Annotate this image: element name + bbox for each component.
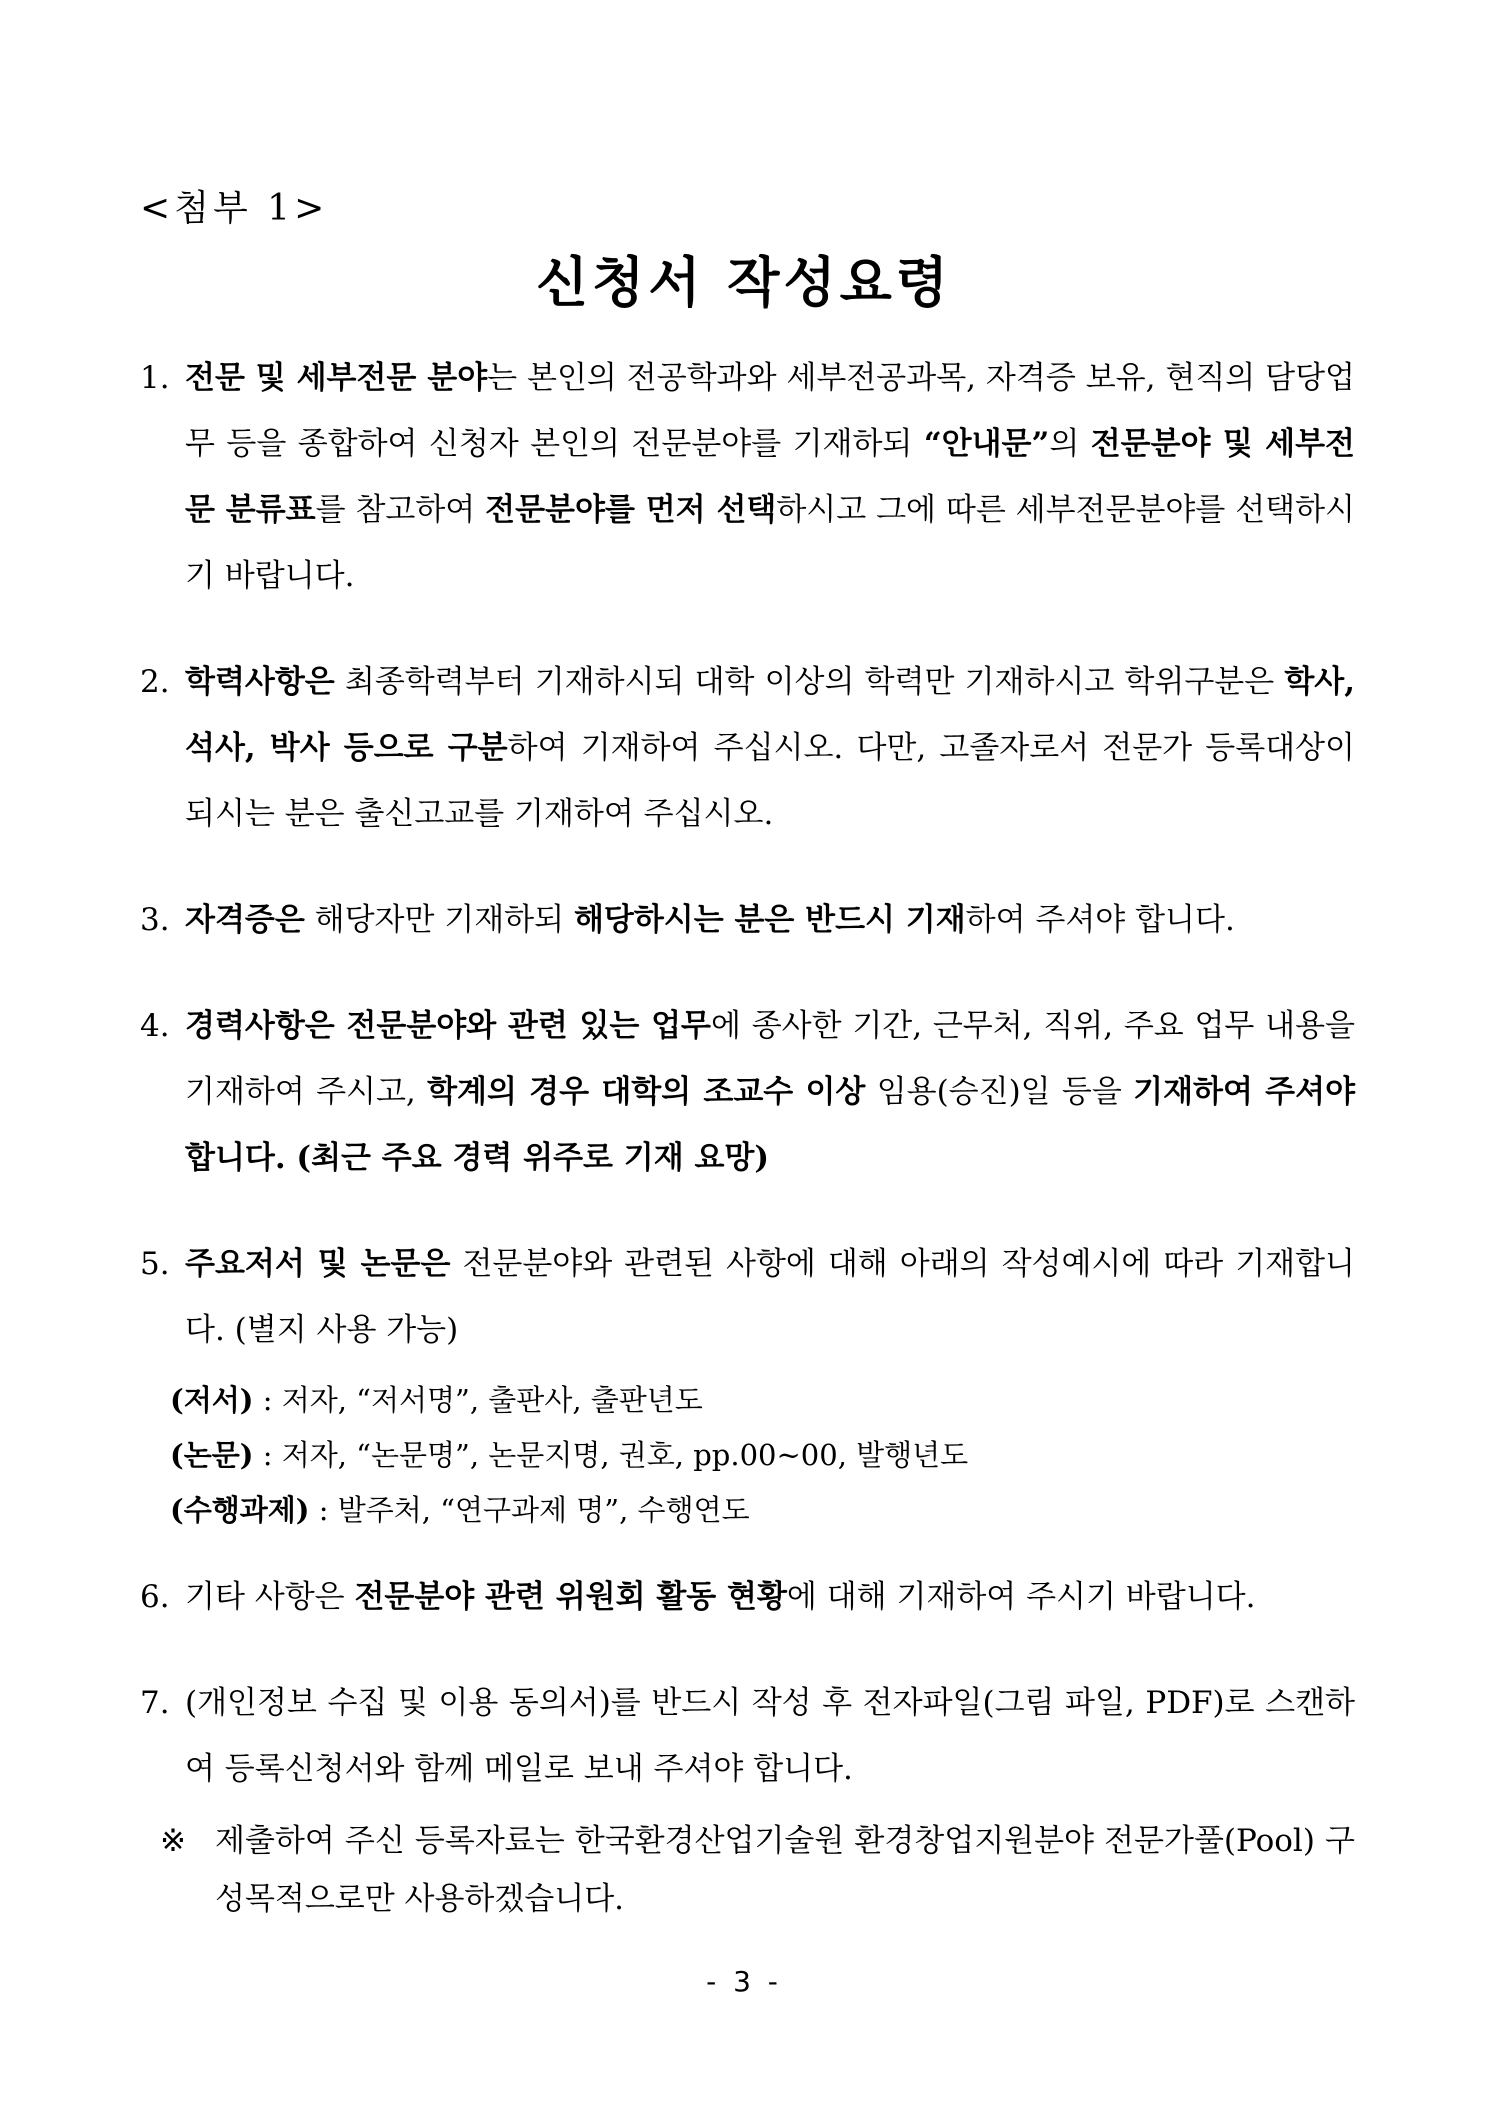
body-text: 기타 사항은 <box>185 1579 355 1615</box>
item-text <box>185 1231 1355 1363</box>
body-text: 하여 주셔야 합니다. <box>965 902 1235 938</box>
item-number: 3. <box>140 902 170 938</box>
item-text <box>185 345 1355 609</box>
instruction-item <box>140 1231 1355 1363</box>
item-number: 5. <box>140 1246 170 1282</box>
instruction-item <box>140 345 1355 609</box>
body-text: 하시고 그에 따른 세부전문분야를 선택하시기 바랍니다. <box>185 492 1355 594</box>
item-text <box>185 649 1355 847</box>
item-text <box>185 1564 1355 1630</box>
instruction-list <box>140 345 1355 1928</box>
footnote-text: 제출하여 주신 등록자료는 한국환경산업기술원 환경창업지원분야 전문가풀(Pool) 구성목적으로만 사용하겠습니다. <box>215 1823 1355 1917</box>
body-text: (개인정보 수집 및 이용 동의서)를 반드시 작성 후 전자파일(그림 파일, PDF)로 스캔하여 등록신청서와 함께 메일로 보내 주셔야 합니다. <box>185 1685 1355 1787</box>
emphasis-text: 전문분야를 먼저 선택 <box>485 492 777 528</box>
example-text: : 발주처, “연구과제 명”, 수행연도 <box>309 1493 750 1527</box>
emphasis-text: 해당하시는 분은 반드시 기재 <box>573 902 966 938</box>
body-text: 임용(승진)일 등을 <box>865 1074 1134 1110</box>
emphasis-text: 전문분야 관련 위원회 활동 현황 <box>354 1579 787 1615</box>
example-text: : 저자, “논문명”, 논문지명, 권호, pp.00~00, 발행년도 <box>253 1438 969 1472</box>
emphasis-text: “안내문” <box>923 426 1050 462</box>
example-line <box>170 1428 1355 1483</box>
page-number: - 3 - <box>706 1965 782 1998</box>
instruction-item <box>140 887 1355 953</box>
item-number: 6. <box>140 1579 170 1615</box>
item-number: 7. <box>140 1685 170 1721</box>
example-label: (저서) <box>170 1383 254 1417</box>
instruction-item <box>140 993 1355 1191</box>
emphasis-text: 자격증은 <box>185 902 305 938</box>
emphasis-text: 전문분야 및 세부전문 분류표 <box>185 426 1355 528</box>
reference-mark-icon: ※ <box>160 1823 186 1859</box>
example-line <box>170 1483 1355 1538</box>
emphasis-text: 학력사항은 <box>185 664 335 700</box>
item-text <box>185 993 1355 1191</box>
body-text: 최종학력부터 기재하시되 대학 이상의 학력만 기재하시고 학위구분은 <box>334 664 1285 700</box>
emphasis-text: 학계의 경우 대학의 조교수 이상 <box>427 1074 866 1110</box>
body-text: 해당자만 기재하되 <box>304 902 574 938</box>
emphasis-text: 학사, 석사, 박사 등으로 구분 <box>185 664 1355 766</box>
emphasis-text: 경력사항은 전문분야와 관련 있는 업무 <box>185 1008 711 1044</box>
emphasis-text: 기재하여 주셔야 합니다. (최근 주요 경력 위주로 기재 요망) <box>185 1074 1356 1176</box>
emphasis-text: 전문 및 세부전문 분야 <box>185 360 488 396</box>
instruction-item <box>140 1564 1355 1630</box>
body-text: 의 <box>1049 426 1091 462</box>
example-line <box>170 1373 1355 1428</box>
item-text <box>185 887 1355 953</box>
example-text: : 저자, “저서명”, 출판사, 출판년도 <box>253 1383 703 1417</box>
body-text: 에 대해 기재하여 주시기 바랍니다. <box>786 1579 1256 1615</box>
body-text: 전문분야와 관련된 사항에 대해 아래의 작성예시에 따라 기재합니다. (별지 사용 가능) <box>185 1246 1355 1348</box>
instruction-item <box>140 1670 1355 1802</box>
page-title: 신청서 작성요령 <box>536 251 952 314</box>
item-number: 2. <box>140 664 170 700</box>
example-label: (논문) <box>170 1438 254 1472</box>
instruction-item <box>140 649 1355 847</box>
item-number: 4. <box>140 1008 170 1044</box>
body-text: 를 참고하여 <box>315 492 486 528</box>
item-number: 1. <box>140 360 170 396</box>
body-text: 는 본인의 전공학과와 세부전공과목, 자격증 보유, 현직의 담당업무 등을 종합하여 신청자 본인의 전문분야를 기재하되 <box>185 360 1355 462</box>
body-text: 에 종사한 기간, 근무처, 직위, 주요 업무 내용을 기재하여 주시고, <box>185 1008 1355 1110</box>
footnote <box>140 1812 1355 1928</box>
item-text <box>185 1670 1355 1802</box>
attachment-label: <첨부 1> <box>140 188 329 229</box>
emphasis-text: 주요저서 및 논문은 <box>185 1246 451 1282</box>
example-label: (수행과제) <box>170 1493 310 1527</box>
example-list <box>170 1373 1355 1538</box>
body-text: 하여 기재하여 주십시오. 다만, 고졸자로서 전문가 등록대상이 되시는 분은 출신고교를 기재하여 주십시오. <box>185 730 1356 832</box>
